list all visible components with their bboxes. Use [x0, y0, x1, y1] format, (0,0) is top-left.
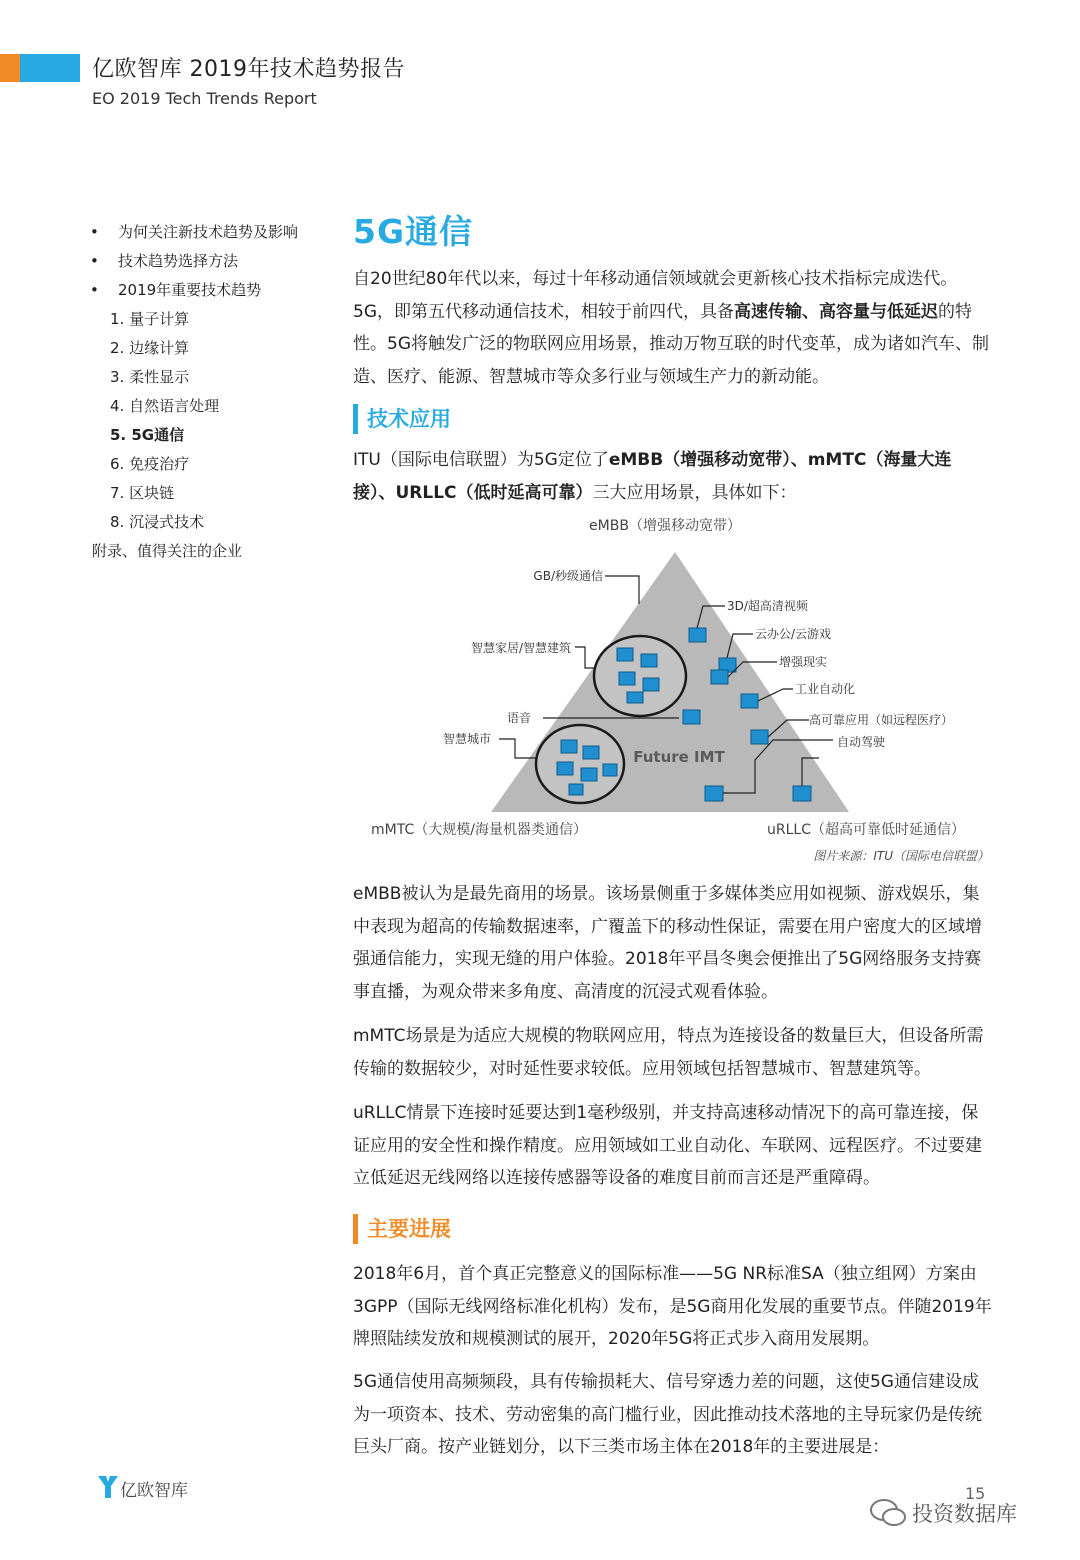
callout-industry: 工业自动化 — [795, 682, 856, 696]
block-city-3 — [557, 762, 573, 775]
cluster-circle-top — [594, 636, 686, 716]
callout-ar: 增强现实 — [779, 655, 828, 669]
page-number: 15 — [965, 1484, 986, 1503]
progress-paragraph-2: 5G通信使用高频频段，具有传输损耗大、信号穿透力差的问题，这使5G通信建设成为一项资本、技术、劳动密集的高门槛行业，因此推动技术落地的主导玩家仍是传统巨头厂商。按产业链划分，以下三类市场主体在2018年的主要进展是： — [353, 1372, 982, 1457]
header-accent-orange — [0, 54, 20, 82]
callout-voice: 语音 — [506, 711, 531, 725]
callout-line-gb — [605, 576, 639, 604]
wechat-icon — [868, 1496, 908, 1530]
block-ar — [711, 670, 728, 684]
header-accent-blue — [20, 54, 80, 82]
block-auto-1 — [705, 786, 723, 801]
block-city-6 — [569, 784, 583, 795]
footer-logo: 亿欧智库 — [98, 1474, 118, 1502]
toc-item-2019-trends[interactable]: • 2019年重要技术趋势 — [86, 276, 336, 305]
diagram-source: 图片来源：ITU（国际电信联盟） — [813, 849, 989, 863]
block-auto-2 — [793, 786, 811, 801]
callout-home: 智慧家居/智慧建筑 — [470, 641, 571, 655]
block-home-5 — [627, 692, 643, 703]
label-embb: eMBB（增强移动宽带） — [589, 518, 741, 534]
block-industry — [741, 694, 758, 708]
bullet-icon: • — [90, 252, 99, 270]
block-city-5 — [603, 764, 617, 776]
callout-3d: 3D/超高清视频 — [727, 599, 808, 613]
block-home-2 — [641, 654, 657, 667]
block-city-1 — [561, 740, 577, 753]
toc-item-appendix[interactable]: 附录、值得关注的企业 — [92, 542, 243, 560]
block-reliable — [751, 730, 768, 744]
block-home-1 — [617, 648, 633, 661]
bullet-icon: • — [90, 281, 99, 299]
toc-item-nlp[interactable]: 4. 自然语言处理 — [110, 397, 220, 415]
block-city-4 — [581, 768, 597, 781]
callout-auto: 自动驾驶 — [837, 735, 886, 749]
toc-item-flexible-display[interactable]: 3. 柔性显示 — [110, 368, 190, 386]
block-home-3 — [619, 672, 635, 685]
label-future-imt: Future IMT — [633, 748, 725, 766]
table-of-contents — [86, 218, 336, 566]
logo-icon — [98, 1474, 118, 1500]
section-bar-orange — [353, 1214, 358, 1244]
callout-reliable: 高可靠应用（如远程医疗） — [809, 713, 954, 727]
block-3d-video — [689, 628, 706, 642]
toc-item-5g[interactable]: 5. 5G通信 — [110, 426, 185, 444]
toc-item-immunotherapy[interactable]: 6. 免疫治疗 — [110, 455, 190, 473]
intro-highlight: 高速传输、高容量与低延迟 — [734, 301, 938, 322]
urllc-paragraph: uRLLC情景下连接时延要达到1毫秒级别，并支持高速移动情况下的高可靠连接，保证应用的安全性和操作精度。应用领域如工业自动化、车联网、远程医疗。不过要建立低延迟无线网络以连接传感器等设备的难度目前而言还是严重障碍。 — [353, 1103, 982, 1188]
watermark: 投资数据库 — [868, 1496, 908, 1532]
intro-paragraph: 自20世纪80年代以来，每过十年移动通信领域就会更新核心技术指标完成迭代。5G，即第五代移动通信技术，相较于前四代，具备高速传输、高容量与低延迟的特性。5G将触发广泛的物联网应用场景，推动万物互联的时代变革，成为诸如汽车、制造、医疗、能源、智慧城市等众多行业与领域生产力的新动能。 — [353, 269, 989, 387]
itu-paragraph: ITU（国际电信联盟）为5G定位了eMBB（增强移动宽带）、mMTC（海量大连接）、URLLC（低时延高可靠）三大应用场景，具体如下： — [353, 450, 952, 503]
callout-gb: GB/秒级通信 — [533, 569, 603, 583]
block-city-2 — [583, 746, 599, 759]
report-title: 亿欧智库 2019年技术趋势报告 — [92, 57, 405, 82]
toc-item-immersive-tech[interactable]: 8. 沉浸式技术 — [110, 513, 205, 531]
callout-city: 智慧城市 — [442, 732, 491, 746]
callout-line-home — [575, 647, 594, 668]
5g-scenarios-diagram — [353, 508, 993, 870]
bullet-icon: • — [90, 223, 99, 241]
embb-paragraph: eMBB被认为是最先商用的场景。该场景侧重于多媒体类应用如视频、游戏娱乐，集中表现为超高的传输数据速率，广覆盖下的移动性保证，需要在用户密度大的区域增强通信能力，实现无缝的用户体验。2018年平昌冬奥会便推出了5G网络服务支持赛事直播，为观众带来多角度、高清度的沉浸式观看体验。 — [353, 884, 982, 1002]
toc-item-selection-method[interactable]: • 技术趋势选择方法 — [86, 247, 336, 276]
label-urllc: uRLLC（超高可靠低时延通信） — [767, 822, 965, 838]
block-home-4 — [643, 678, 659, 691]
toc-item-edge-computing[interactable]: 2. 边缘计算 — [110, 339, 190, 357]
section-bar-blue — [353, 404, 358, 434]
page-title: 5G通信 — [353, 212, 474, 251]
toc-item-why-new-tech[interactable]: • 为何关注新技术趋势及影响 — [86, 218, 336, 247]
label-mmtc: mMTC（大规模/海量机器类通信） — [371, 822, 587, 838]
report-subtitle: EO 2019 Tech Trends Report — [92, 89, 317, 108]
progress-paragraph-1: 2018年6月，首个真正完整意义的国际标准——5G NR标准SA（独立组网）方案由3GPP（国际无线网络标准化机构）发布，是5G商用化发展的重要节点。伴随2019年牌照陆续发放和规模测试的展开，2020年5G将正式步入商用发展期。 — [353, 1264, 992, 1349]
callout-cloud: 云办公/云游戏 — [755, 627, 832, 641]
toc-item-quantum-computing[interactable]: 1. 量子计算 — [110, 310, 190, 328]
mmtc-paragraph: mMTC场景是为适应大规模的物联网应用，特点为连接设备的数量巨大，但设备所需传输的数据较少，对时延性要求较低。应用领域包括智慧城市、智慧建筑等。 — [353, 1026, 984, 1079]
callout-line-city — [499, 739, 536, 758]
toc-item-blockchain[interactable]: 7. 区块链 — [110, 484, 175, 502]
block-voice — [683, 710, 700, 724]
